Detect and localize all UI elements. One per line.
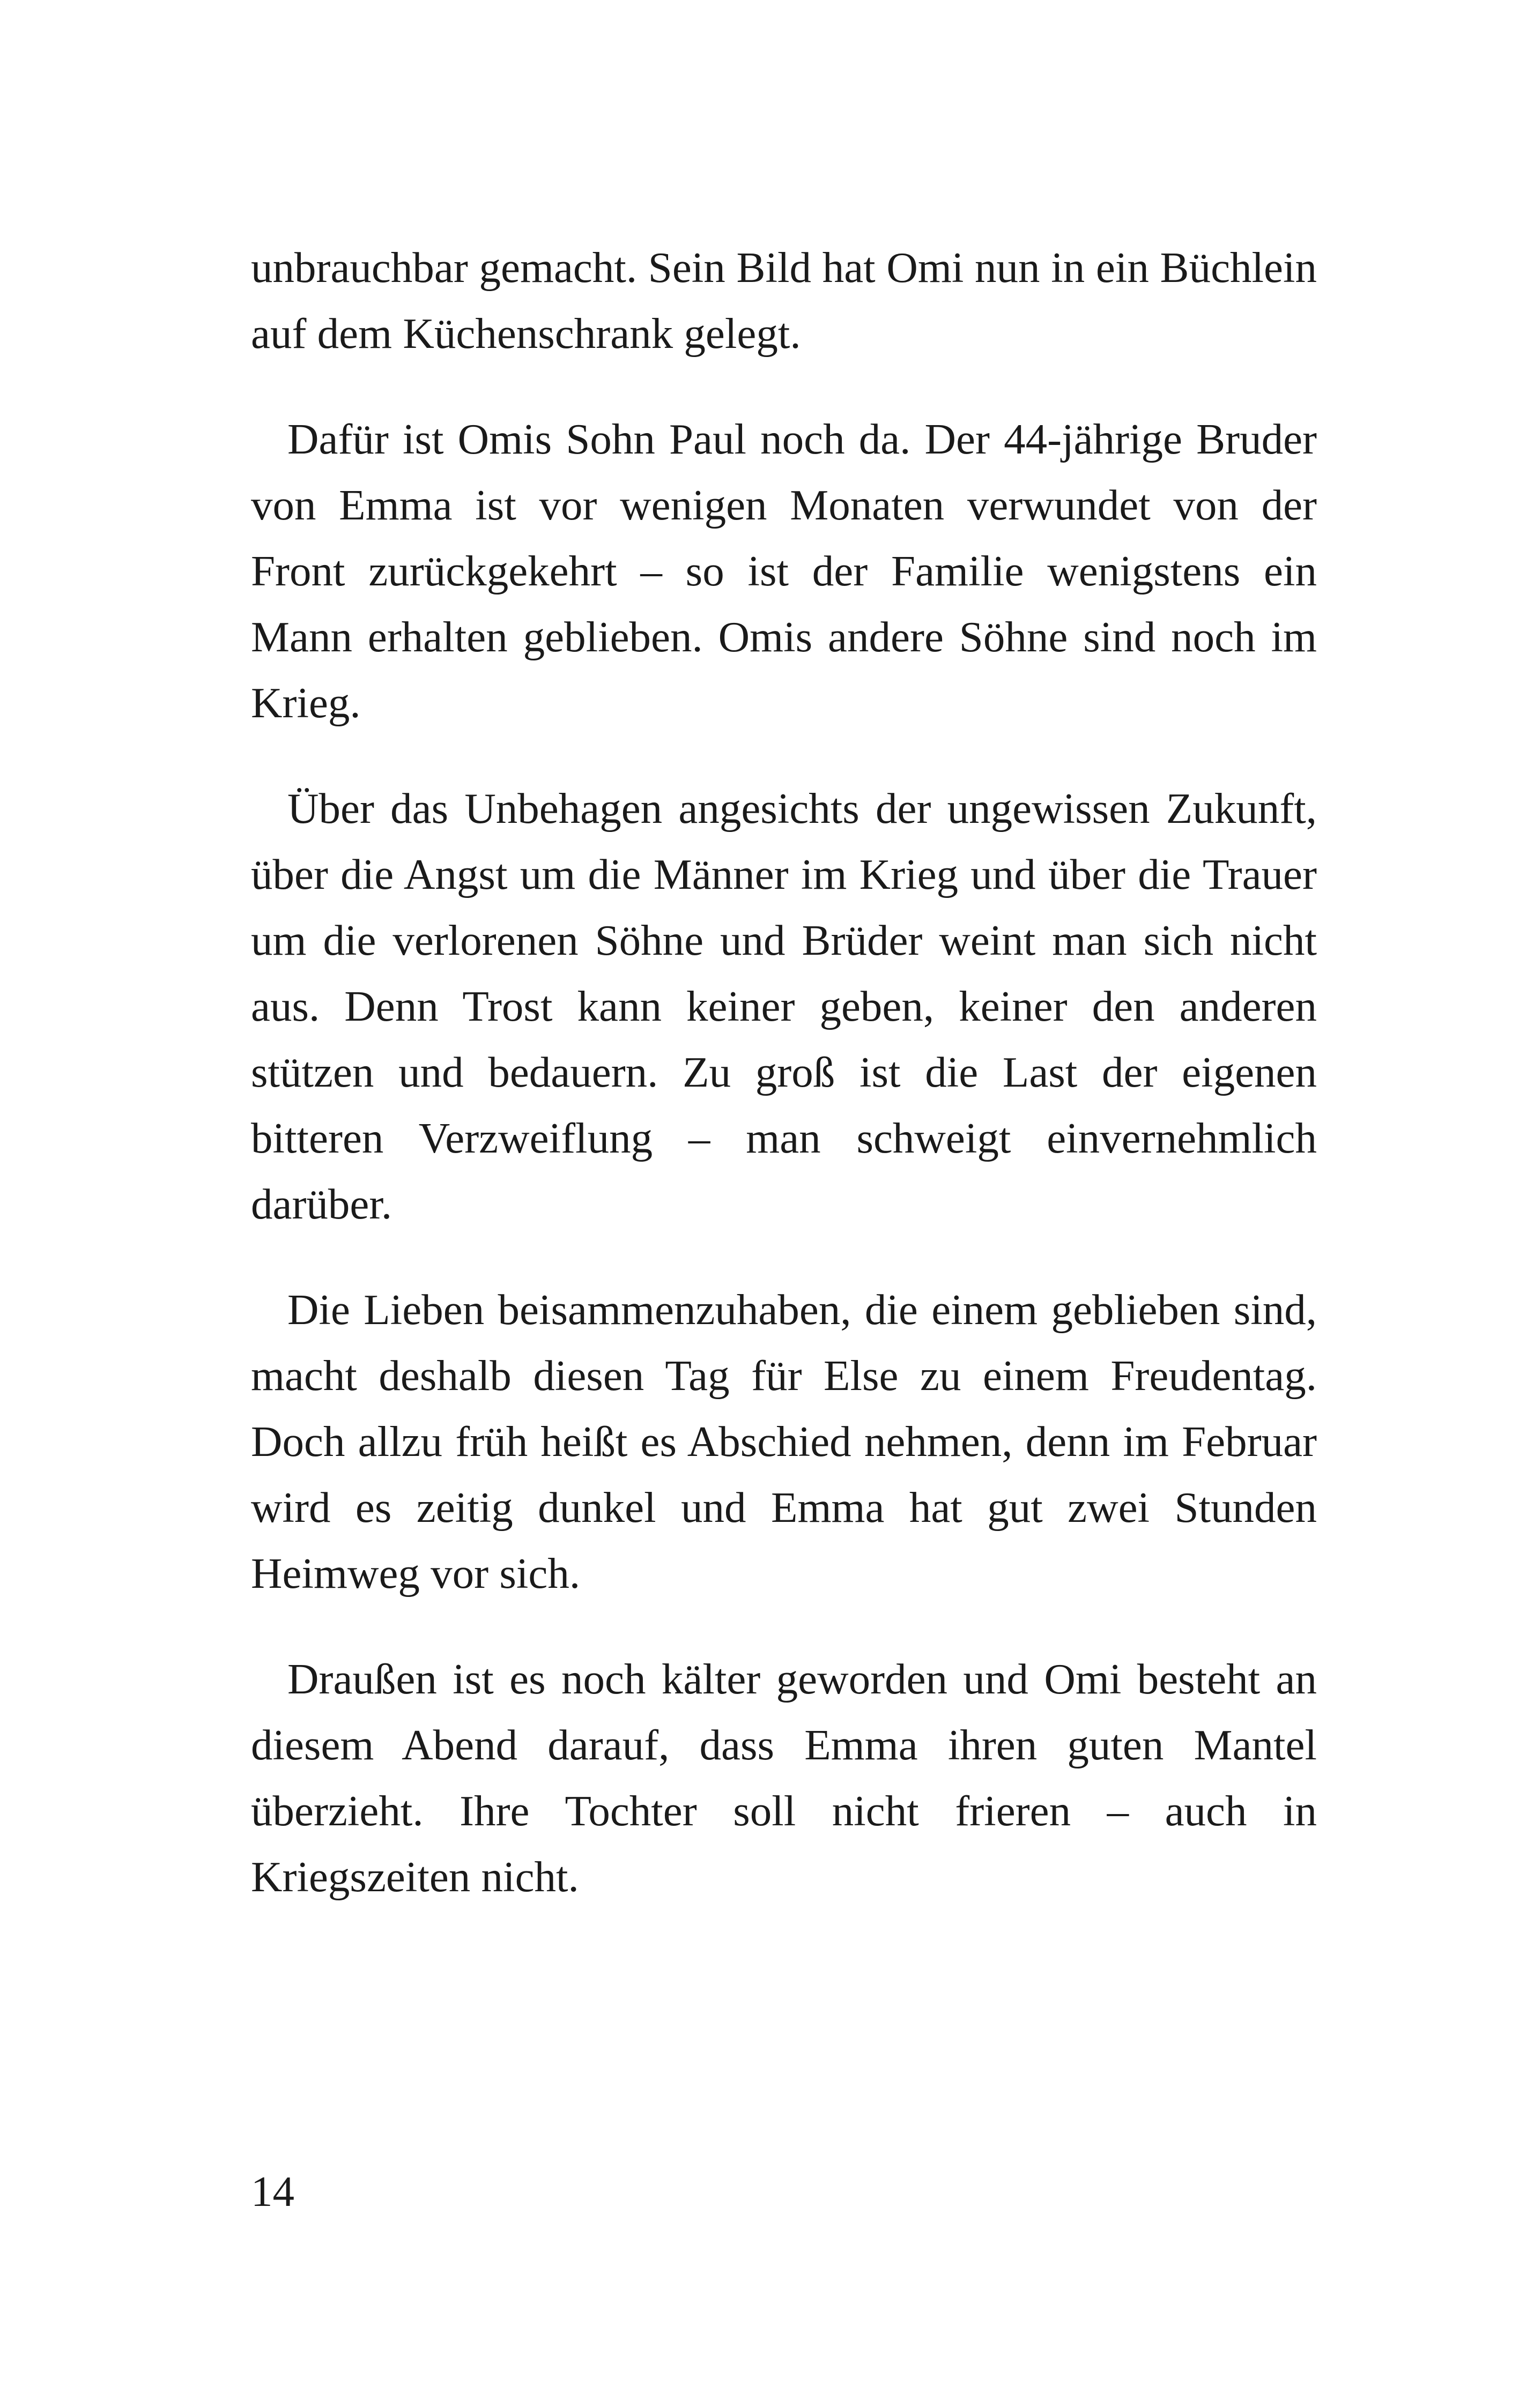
paragraph-2: Dafür ist Omis Sohn Paul noch da. Der 44-jährige Bruder von Emma ist vor wenigen Monaten verwundet von der Front zurückgekehrt – so ist der Familie wenigstens ein Mann erhalten geblieben. Omis andere Söhne sind noch im Krieg. bbox=[251, 415, 1317, 727]
paragraph-4: Die Lieben beisammenzuhaben, die einem geblieben sind, macht deshalb diesen Tag für Else zu einem Freudentag. Doch allzu früh heißt es Abschied nehmen, denn im Februar wird es zeitig dunkel und Emma hat gut zwei Stunden Heimweg vor sich. bbox=[251, 1285, 1317, 1597]
paragraph-5: Draußen ist es noch kälter geworden und Omi besteht an diesem Abend darauf, dass Emma ihren guten Mantel überzieht. Ihre Tochter soll nicht frieren – auch in Kriegszeiten nicht. bbox=[251, 1655, 1317, 1901]
page-number: 14 bbox=[251, 2167, 294, 2216]
paragraph-1: unbrauchbar gemacht. Sein Bild hat Omi nun in ein Büchlein auf dem Küchenschrank gelegt. bbox=[251, 243, 1317, 358]
body-text bbox=[251, 235, 1317, 1950]
paragraph-3: Über das Unbehagen angesichts der ungewissen Zukunft, über die Angst um die Männer im Krieg und über die Trauer um die verlorenen Söhne und Brüder weint man sich nicht aus. Denn Trost kann keiner geben, keiner den anderen stützen und bedauern. Zu groß ist die Last der eigenen bitteren Verzweiflung – man schweigt einvernehmlich darüber. bbox=[251, 784, 1317, 1228]
